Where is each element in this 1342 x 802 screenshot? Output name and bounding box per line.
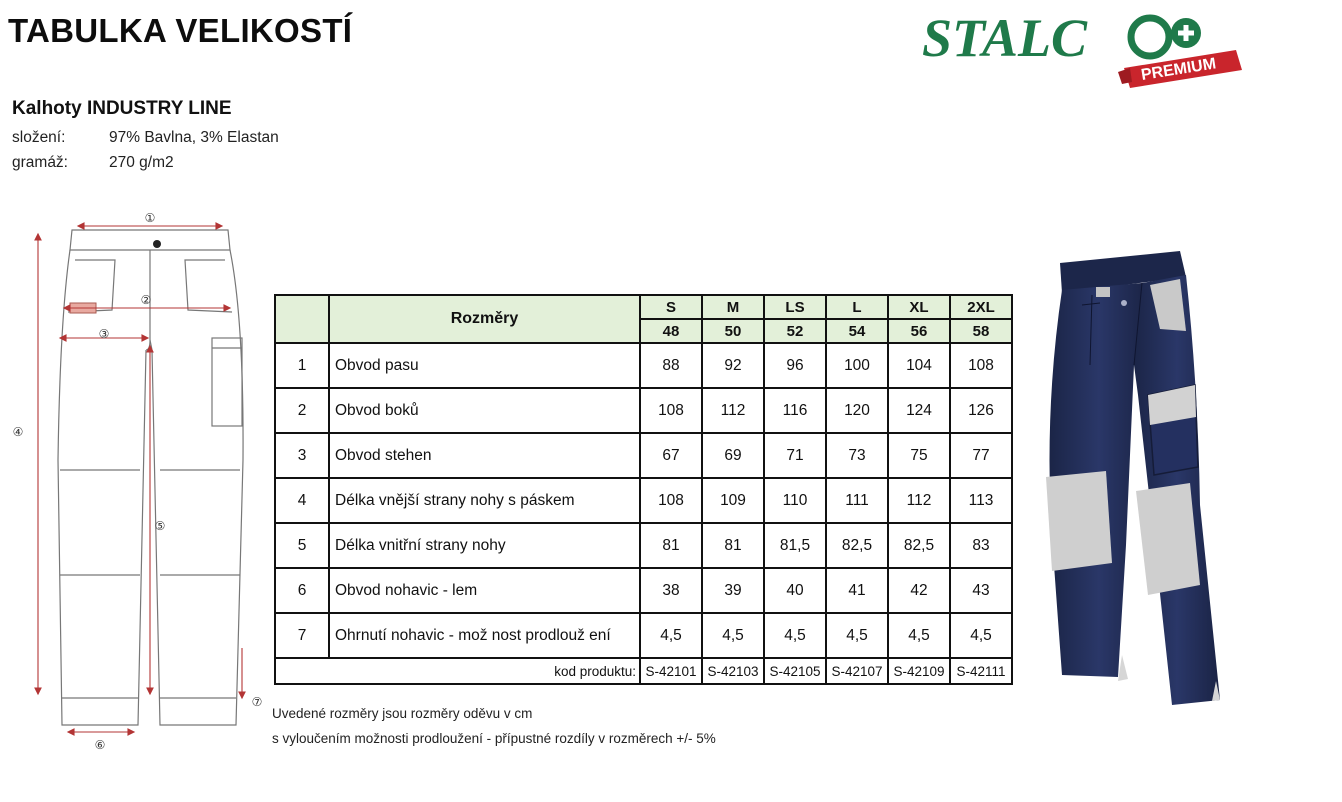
value-cell: 108 — [950, 343, 1012, 388]
value-cell: 100 — [826, 343, 888, 388]
product-code-label: kod produktu: — [275, 658, 640, 684]
size-letter-m: M — [702, 295, 764, 319]
size-letter-s: S — [640, 295, 702, 319]
row-number: 2 — [275, 388, 329, 433]
row-number: 4 — [275, 478, 329, 523]
composition-row — [12, 129, 279, 147]
value-cell: 4,5 — [950, 613, 1012, 658]
table-row — [275, 343, 1012, 388]
product-code-cell: S-42111 — [950, 658, 1012, 684]
value-cell: 81,5 — [764, 523, 826, 568]
size-letter-2xl: 2XL — [950, 295, 1012, 319]
pants-measurement-diagram — [0, 200, 270, 760]
value-cell: 4,5 — [888, 613, 950, 658]
size-letter-xl: XL — [888, 295, 950, 319]
value-cell: 112 — [702, 388, 764, 433]
product-code-cell: S-42101 — [640, 658, 702, 684]
table-row — [275, 613, 1012, 658]
row-name: Délka vnější strany nohy s páskem — [329, 478, 640, 523]
composition-label: složení: — [12, 129, 66, 146]
value-cell: 4,5 — [640, 613, 702, 658]
size-table — [274, 294, 1013, 685]
product-name: Kalhoty INDUSTRY LINE — [12, 98, 232, 119]
stalco-premium-logo — [918, 6, 1253, 92]
value-cell: 67 — [640, 433, 702, 478]
value-cell: 73 — [826, 433, 888, 478]
value-cell: 69 — [702, 433, 764, 478]
marker-7: ⑦ — [251, 695, 263, 709]
row-number: 7 — [275, 613, 329, 658]
weight-value: 270 g/m2 — [109, 154, 174, 171]
product-code-cell: S-42107 — [826, 658, 888, 684]
marker-2: ② — [140, 293, 152, 307]
value-cell: 109 — [702, 478, 764, 523]
value-cell: 4,5 — [826, 613, 888, 658]
table-row — [275, 433, 1012, 478]
composition-value: 97% Bavlna, 3% Elastan — [109, 129, 279, 146]
logo-premium-tag: PREMIUM — [1139, 55, 1218, 84]
size-number-56: 56 — [888, 319, 950, 343]
value-cell: 108 — [640, 388, 702, 433]
value-cell: 41 — [826, 568, 888, 613]
value-cell: 4,5 — [764, 613, 826, 658]
size-number-54: 54 — [826, 319, 888, 343]
value-cell: 111 — [826, 478, 888, 523]
weight-row — [12, 154, 174, 172]
row-number: 3 — [275, 433, 329, 478]
row-number: 5 — [275, 523, 329, 568]
logo-wordmark: STALC — [922, 8, 1088, 68]
value-cell: 116 — [764, 388, 826, 433]
value-cell: 120 — [826, 388, 888, 433]
row-number: 6 — [275, 568, 329, 613]
row-name: Obvod nohavic - lem — [329, 568, 640, 613]
value-cell: 43 — [950, 568, 1012, 613]
product-code-cell: S-42105 — [764, 658, 826, 684]
value-cell: 40 — [764, 568, 826, 613]
value-cell: 113 — [950, 478, 1012, 523]
row-name: Délka vnitřní strany nohy — [329, 523, 640, 568]
value-cell: 39 — [702, 568, 764, 613]
value-cell: 75 — [888, 433, 950, 478]
value-cell: 83 — [950, 523, 1012, 568]
weight-label: gramáž: — [12, 154, 68, 171]
table-row — [275, 478, 1012, 523]
marker-4: ④ — [12, 425, 24, 439]
value-cell: 110 — [764, 478, 826, 523]
value-cell: 81 — [640, 523, 702, 568]
value-cell: 82,5 — [888, 523, 950, 568]
value-cell: 126 — [950, 388, 1012, 433]
row-number: 1 — [275, 343, 329, 388]
table-row — [275, 388, 1012, 433]
value-cell: 124 — [888, 388, 950, 433]
table-row — [275, 523, 1012, 568]
size-number-52: 52 — [764, 319, 826, 343]
marker-3: ③ — [98, 327, 110, 341]
product-photo-trousers — [1030, 245, 1260, 715]
value-cell: 71 — [764, 433, 826, 478]
page-title: TABULKA VELIKOSTÍ — [8, 12, 353, 49]
table-row — [275, 568, 1012, 613]
note-line-2: s vyloučením možnosti prodloužení - přípustné rozdíly v rozměrech +/- 5% — [272, 731, 716, 746]
product-code-row — [275, 658, 1012, 684]
header-blank-cell — [275, 295, 329, 343]
value-cell: 112 — [888, 478, 950, 523]
value-cell: 4,5 — [702, 613, 764, 658]
size-number-50: 50 — [702, 319, 764, 343]
value-cell: 108 — [640, 478, 702, 523]
value-cell: 96 — [764, 343, 826, 388]
size-number-58: 58 — [950, 319, 1012, 343]
header-dimensions-label: Rozměry — [329, 295, 640, 343]
row-name: Obvod boků — [329, 388, 640, 433]
marker-5: ⑤ — [154, 519, 166, 533]
value-cell: 81 — [702, 523, 764, 568]
header-row-letters — [275, 295, 1012, 319]
size-letter-ls: LS — [764, 295, 826, 319]
marker-6: ⑥ — [94, 738, 106, 752]
row-name: Obvod stehen — [329, 433, 640, 478]
size-number-48: 48 — [640, 319, 702, 343]
value-cell: 77 — [950, 433, 1012, 478]
marker-1: ① — [144, 211, 156, 225]
value-cell: 82,5 — [826, 523, 888, 568]
product-code-cell: S-42103 — [702, 658, 764, 684]
value-cell: 38 — [640, 568, 702, 613]
row-name: Ohrnutí nohavic - mož nost prodlouž ení — [329, 613, 640, 658]
product-code-cell: S-42109 — [888, 658, 950, 684]
size-letter-l: L — [826, 295, 888, 319]
value-cell: 42 — [888, 568, 950, 613]
row-name: Obvod pasu — [329, 343, 640, 388]
value-cell: 104 — [888, 343, 950, 388]
value-cell: 92 — [702, 343, 764, 388]
value-cell: 88 — [640, 343, 702, 388]
note-line-1: Uvedené rozměry jsou rozměry oděvu v cm — [272, 706, 533, 721]
